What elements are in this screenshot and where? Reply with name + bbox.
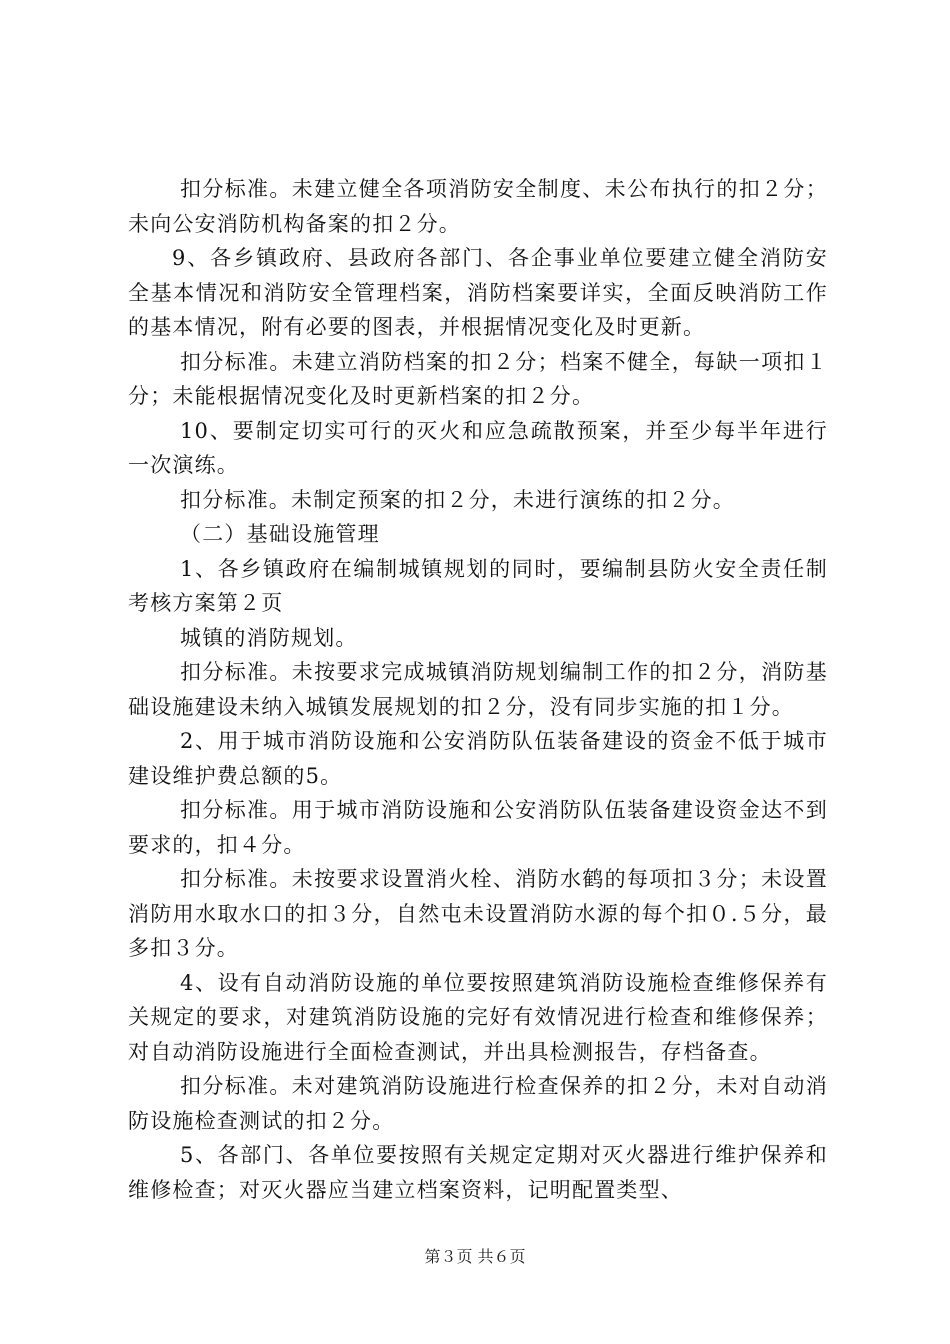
- paragraph: 9、各乡镇政府、县政府各部门、各企事业单位要建立健全消防安全基本情况和消防安全管理档案，消防档案要详实，全面反映消防工作的基本情况，附有必要的图表，并根据情况变化及时更新。: [128, 246, 828, 339]
- paragraph: 扣分标准。未建立健全各项消防安全制度、未公布执行的扣２分；未向公安消防机构备案的扣２分。: [128, 177, 828, 236]
- paragraph: 城镇的消防规划。: [180, 625, 358, 650]
- paragraph: 5、各部门、各单位要按照有关规定定期对灭火器进行维护保养和维修检查；对灭火器应当建立档案资料，记明配置类型、: [128, 1143, 828, 1202]
- page-footer: 第３页 共６页: [424, 1247, 526, 1266]
- paragraph: 扣分标准。未按要求完成城镇消防规划编制工作的扣２分，消防基础设施建设未纳入城镇发展规划的扣２分，没有同步实施的扣１分。: [128, 660, 828, 719]
- paragraph: 1、各乡镇政府在编制城镇规划的同时，要编制县防火安全责任制考核方案第２页: [128, 556, 828, 615]
- paragraph: 扣分标准。未建立消防档案的扣２分；档案不健全，每缺一项扣１分；未能根据情况变化及时更新档案的扣２分。: [128, 349, 828, 408]
- paragraph: 扣分标准。未按要求设置消火栓、消防水鹤的每项扣３分；未设置消防用水取水口的扣３分，自然屯未设置消防水源的每个扣０.５分，最多扣３分。: [128, 867, 828, 960]
- paragraph: 扣分标准。未制定预案的扣２分，未进行演练的扣２分。: [180, 487, 735, 512]
- paragraph: 扣分标准。用于城市消防设施和公安消防队伍装备建设资金达不到要求的，扣４分。: [128, 798, 828, 857]
- paragraph: 4、设有自动消防设施的单位要按照建筑消防设施检查维修保养有关规定的要求，对建筑消防设施的完好有效情况进行检查和维修保养；对自动消防设施进行全面检查测试，并出具检测报告，存档备查。: [128, 970, 828, 1064]
- paragraph: 2、用于城市消防设施和公安消防队伍装备建设的资金不低于城市建设维护费总额的5。: [128, 729, 828, 788]
- paragraph: 10、要制定切实可行的灭火和应急疏散预案，并至少每半年进行一次演练。: [128, 418, 828, 477]
- paragraph: 扣分标准。未对建筑消防设施进行检查保养的扣２分，未对自动消防设施检查测试的扣２分。: [128, 1074, 828, 1133]
- section-heading: （二）基础设施管理: [180, 522, 380, 546]
- document-body: [128, 172, 828, 1207]
